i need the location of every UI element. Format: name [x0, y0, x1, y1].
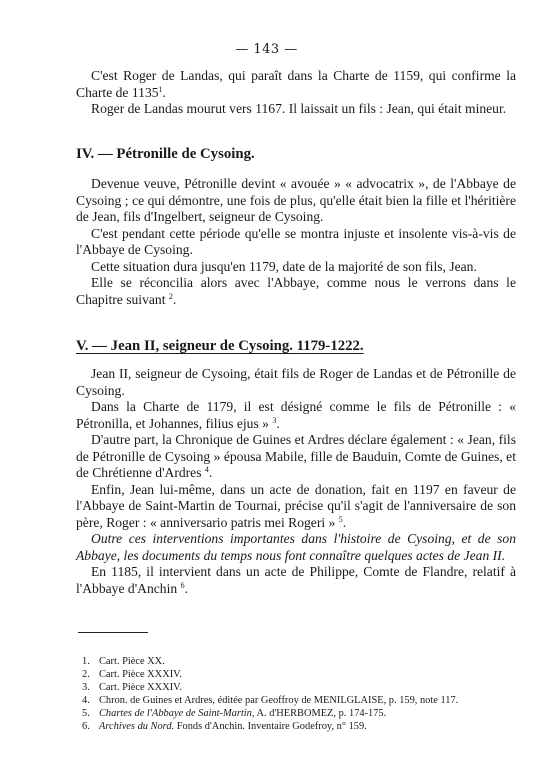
footnote-text: Cart. Pièce XXXIV. [99, 669, 182, 681]
footnote-text: A. d'HERBOMEZ, p. 174-175. [254, 708, 387, 720]
footnote-text: Cart. Pièce XXXIV. [99, 682, 182, 694]
footnote-ref: 5 [338, 514, 343, 524]
footnote [82, 720, 512, 733]
paragraph: Jean II, seigneur de Cysoing, était fils de Roger de Landas et de Pétronille de Cysoing. [76, 366, 516, 398]
footnote-title: Chartes de l'Abbaye de Saint-Martin, [99, 708, 255, 720]
paragraph-end: . [208, 465, 213, 480]
footnote-number: 6. [82, 721, 90, 733]
paragraph: Cette situation dura jusqu'en 1179, date de la majorité de son fils, Jean. [91, 258, 477, 274]
paragraph-text: En 1185, il intervient dans un acte de Philippe, Comte de Flandre, relatif à l'Abbaye d'Anchin [76, 564, 516, 596]
footnote [82, 668, 512, 681]
footnote-title: Archives du Nord. [99, 721, 175, 733]
paragraph-end: . [184, 580, 188, 596]
text-block-2 [76, 176, 516, 308]
paragraph [76, 482, 516, 532]
footnotes [82, 655, 512, 734]
page-number: — 143 — [235, 42, 298, 57]
text-block-1 [76, 68, 516, 118]
paragraph-italic: Outre ces interventions importantes dans l'histoire de Cysoing, et de son Abbaye, les documents du temps nous font connaître quelques actes de Jean II. [76, 531, 516, 563]
footnote-ref: 6 [180, 580, 185, 590]
section-heading-v: V. — Jean II, seigneur de Cysoing. 1179-1222. [76, 338, 364, 354]
footnote-ref: 3 [272, 415, 277, 425]
paragraph [76, 275, 516, 308]
footnote [82, 707, 512, 720]
paragraph [76, 564, 516, 597]
text-block-3 [76, 366, 516, 597]
paragraph-end: . [342, 514, 347, 530]
footnote-ref: 2 [168, 291, 173, 301]
paragraph-end: . [172, 291, 177, 307]
footnote-ref: 1 [158, 84, 163, 94]
paragraph: Roger de Landas mourut vers 1167. Il laissait un fils : Jean, qui était mineur. [91, 101, 507, 116]
footnote-text: Chron. de Guines et Ardres, éditée par Geoffroy de MENILGLAISE, p. 159, note 117. [99, 695, 459, 707]
paragraph-text: D'autre part, la Chronique de Guines et Ardres déclare également : « Jean, fils de Pétronille de Cysoing » épousa Mabile, fille de Bauduin, Comte de Guines, et de Chrétienne d'Ardres [76, 432, 516, 480]
paragraph [76, 68, 516, 101]
paragraph [76, 432, 516, 482]
footnote [82, 681, 512, 694]
paragraph-end: . [162, 84, 166, 100]
section-heading-iv: IV. — Pétronille de Cysoing. [76, 146, 255, 162]
paragraph-text: C'est Roger de Landas, qui paraît dans la Charte de 1159, qui confirme la Charte de 1135 [76, 68, 516, 100]
footnote-number: 1. [82, 656, 90, 667]
footnote-ref: 4 [204, 465, 209, 474]
footnote-text: Cart. Pièce XX. [99, 656, 165, 667]
paragraph [76, 399, 516, 432]
footnote-separator [78, 632, 148, 633]
paragraph-text: Dans la Charte de 1179, il est désigné comme le fils de Pétronille : « Pétronilla, et Johannes, filius ejus » [76, 399, 516, 431]
footnote-number: 3. [82, 682, 90, 694]
footnote-number: 4. [82, 695, 90, 707]
footnote-number: 2. [82, 669, 90, 681]
paragraph: C'est pendant cette période qu'elle se montra injuste et insolente vis-à-vis de l'Abbaye de Cysoing. [76, 225, 516, 257]
footnote-text: Fonds d'Anchin. Inventaire Godefroy, n° 159. [174, 721, 367, 733]
paragraph: Devenue veuve, Pétronille devint « avouée » « advocatrix », de l'Abbaye de Cysoing ; ce qui démontre, une fois de plus, qu'elle était bien la fille et l'héritière de Jean, fils d'Ingelbert, seigneur de Cysoing. [76, 176, 516, 224]
footnote-number: 5. [82, 708, 90, 720]
footnote [82, 694, 512, 707]
paragraph-end: . [276, 415, 280, 431]
footnote [82, 655, 512, 668]
paragraph-text: Enfin, Jean lui-même, dans un acte de donation, fait en 1197 en faveur de l'Abbaye de Saint-Martin de Tournai, précise qu'il s'agit de l'anniversaire de son père, Roger : « anniversario patris mei Rogeri » [76, 481, 516, 530]
paragraph-text: Elle se réconcilia alors avec l'Abbaye, comme nous le verrons dans le Chapitre suivant [76, 275, 516, 307]
